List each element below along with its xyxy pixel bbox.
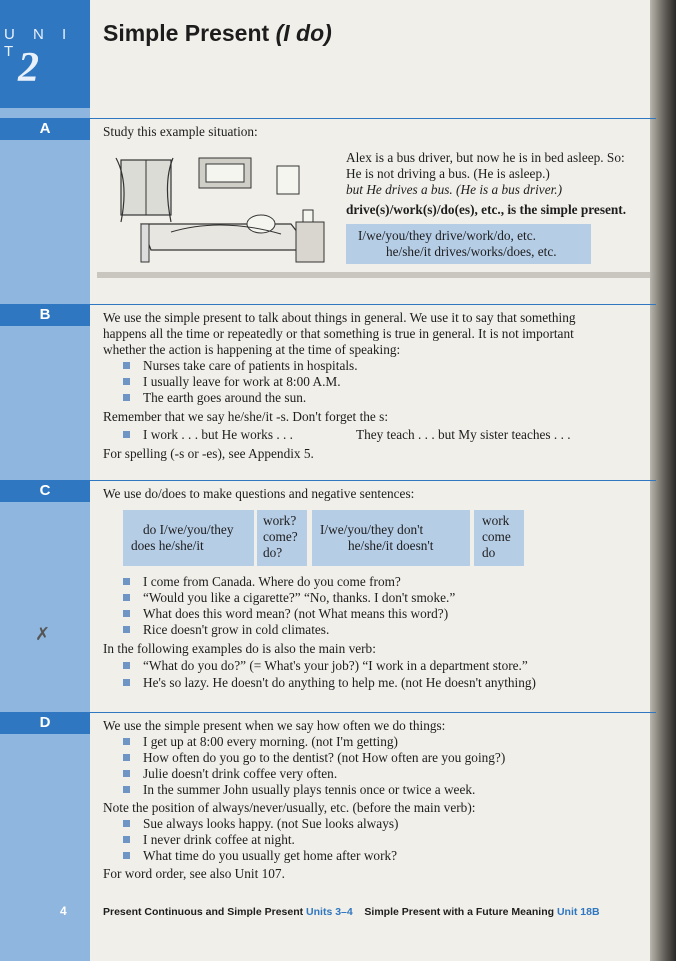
a-box-row-1: I/we/you/they drive/work/do, etc.	[358, 228, 536, 243]
c-question-verb-box	[257, 510, 307, 566]
c-n-verb-3: do	[482, 545, 496, 560]
unit-number: 2	[18, 45, 39, 91]
a-bottom-band	[97, 272, 650, 278]
c-q-verb-2: come?	[263, 529, 298, 544]
page-number: 4	[60, 904, 67, 918]
a-box-row-2: he/she/it drives/works/does, etc.	[386, 244, 557, 259]
b-spelling: For spelling (-s or -es), see Appendix 5.	[103, 446, 314, 461]
d-bullet-2: How often do you go to the dentist? (not How often are you going?)	[143, 750, 506, 765]
c-q-verb-1: work?	[263, 513, 297, 528]
d-bullet-4: In the summer John usually plays tennis once or twice a week.	[143, 782, 476, 797]
c-negative-subject-box	[312, 510, 470, 566]
a-story-3: but He drives a bus. (He is a bus driver.)	[346, 182, 563, 197]
title-main: Simple Present	[103, 20, 276, 46]
c-bullet-5: “What do you do?” (= What's your job?) “I work in a department store.”	[143, 658, 528, 673]
d-bullet-1: I get up at 8:00 every morning. (not I'm getting)	[143, 734, 398, 749]
footer	[103, 906, 600, 918]
b-example-2: They teach . . . but My sister teaches . . .	[356, 427, 571, 442]
section-a-rule	[90, 118, 656, 119]
section-b-label: B	[0, 304, 90, 326]
footer-left: Present Continuous and Simple Present	[103, 906, 304, 918]
c-negative-verb-box	[474, 510, 524, 566]
b-para-1: We use the simple present to talk about things in general. We use it to say that something	[103, 310, 576, 325]
unit-word: U N I T	[4, 26, 74, 60]
section-a-label: A	[0, 118, 90, 140]
b-para-3: whether the action is happening at the time of speaking:	[103, 342, 401, 357]
c-bullet-6: He's so lazy. He doesn't do anything to help me. (not He doesn't anything)	[143, 675, 536, 690]
b-bullet-3: The earth goes around the sun.	[143, 390, 307, 405]
c-n-verb-1: work	[482, 513, 510, 528]
c-question-subject-box	[123, 510, 254, 566]
c-q-do: do I/we/you/they	[143, 522, 234, 537]
a-story-2: He is not driving a bus. (He is asleep.)	[346, 166, 550, 181]
a-story-4: drive(s)/work(s)/do(es), etc., is the simple present.	[346, 202, 627, 217]
d-intro: We use the simple present when we say how often we do things:	[103, 718, 446, 733]
page-title	[103, 20, 332, 47]
footer-right: Simple Present with a Future Meaning	[364, 906, 555, 918]
d-bullet-3: Julie doesn't drink coffee very often.	[143, 766, 338, 781]
bedroom-illustration	[111, 152, 331, 267]
c-n-doesnt: he/she/it doesn't	[348, 538, 434, 553]
d-bullet-7: What time do you usually get home after work?	[143, 848, 398, 863]
footer-right-link[interactable]: Unit 18B	[556, 906, 600, 918]
b-remember: Remember that we say he/she/it -s. Don't forget the s:	[103, 409, 389, 424]
section-d-rule	[90, 712, 656, 713]
a-story-1: Alex is a bus driver, but now he is in bed asleep. So:	[346, 150, 625, 165]
c-n-verb-2: come	[482, 529, 511, 544]
c-bullet-2: “Would you like a cigarette?” “No, thanks. I don't smoke.”	[143, 590, 456, 605]
c-q-does: does he/she/it	[131, 538, 204, 553]
section-b-rule	[90, 304, 656, 305]
section-c-label: C	[0, 480, 90, 502]
c-q-verb-3: do?	[263, 545, 283, 560]
footer-left-link[interactable]: Units 3–4	[306, 906, 353, 918]
section-d-label: D	[0, 712, 90, 734]
b-para-2: happens all the time or repeatedly or that something is true in general. It is not important	[103, 326, 574, 341]
unit-header	[0, 0, 90, 108]
c-bullet-1: I come from Canada. Where do you come from?	[143, 574, 401, 589]
b-bullet-2: I usually leave for work at 8:00 A.M.	[143, 374, 341, 389]
c-intro: We use do/does to make questions and negative sentences:	[103, 486, 415, 501]
a-conjugation-box	[346, 224, 591, 264]
d-bullet-5: Sue always looks happy. (not Sue looks always)	[143, 816, 399, 831]
d-bullet-6: I never drink coffee at night.	[143, 832, 295, 847]
pencil-mark: ✗	[35, 624, 51, 644]
d-note: Note the position of always/never/usually, etc. (before the main verb):	[103, 800, 476, 815]
c-bullet-4: Rice doesn't grow in cold climates.	[143, 622, 330, 637]
a-intro: Study this example situation:	[103, 124, 258, 139]
c-main-verb: In the following examples do is also the main verb:	[103, 641, 376, 656]
d-word-order: For word order, see also Unit 107.	[103, 866, 285, 881]
c-n-dont: I/we/you/they don't	[320, 522, 424, 537]
title-paren: (I do)	[275, 20, 332, 46]
c-bullet-3: What does this word mean? (not What means this word?)	[143, 606, 449, 621]
b-bullet-1: Nurses take care of patients in hospitals.	[143, 358, 358, 373]
section-c-rule	[90, 480, 656, 481]
b-example-1: I work . . . but He works . . .	[143, 427, 293, 442]
